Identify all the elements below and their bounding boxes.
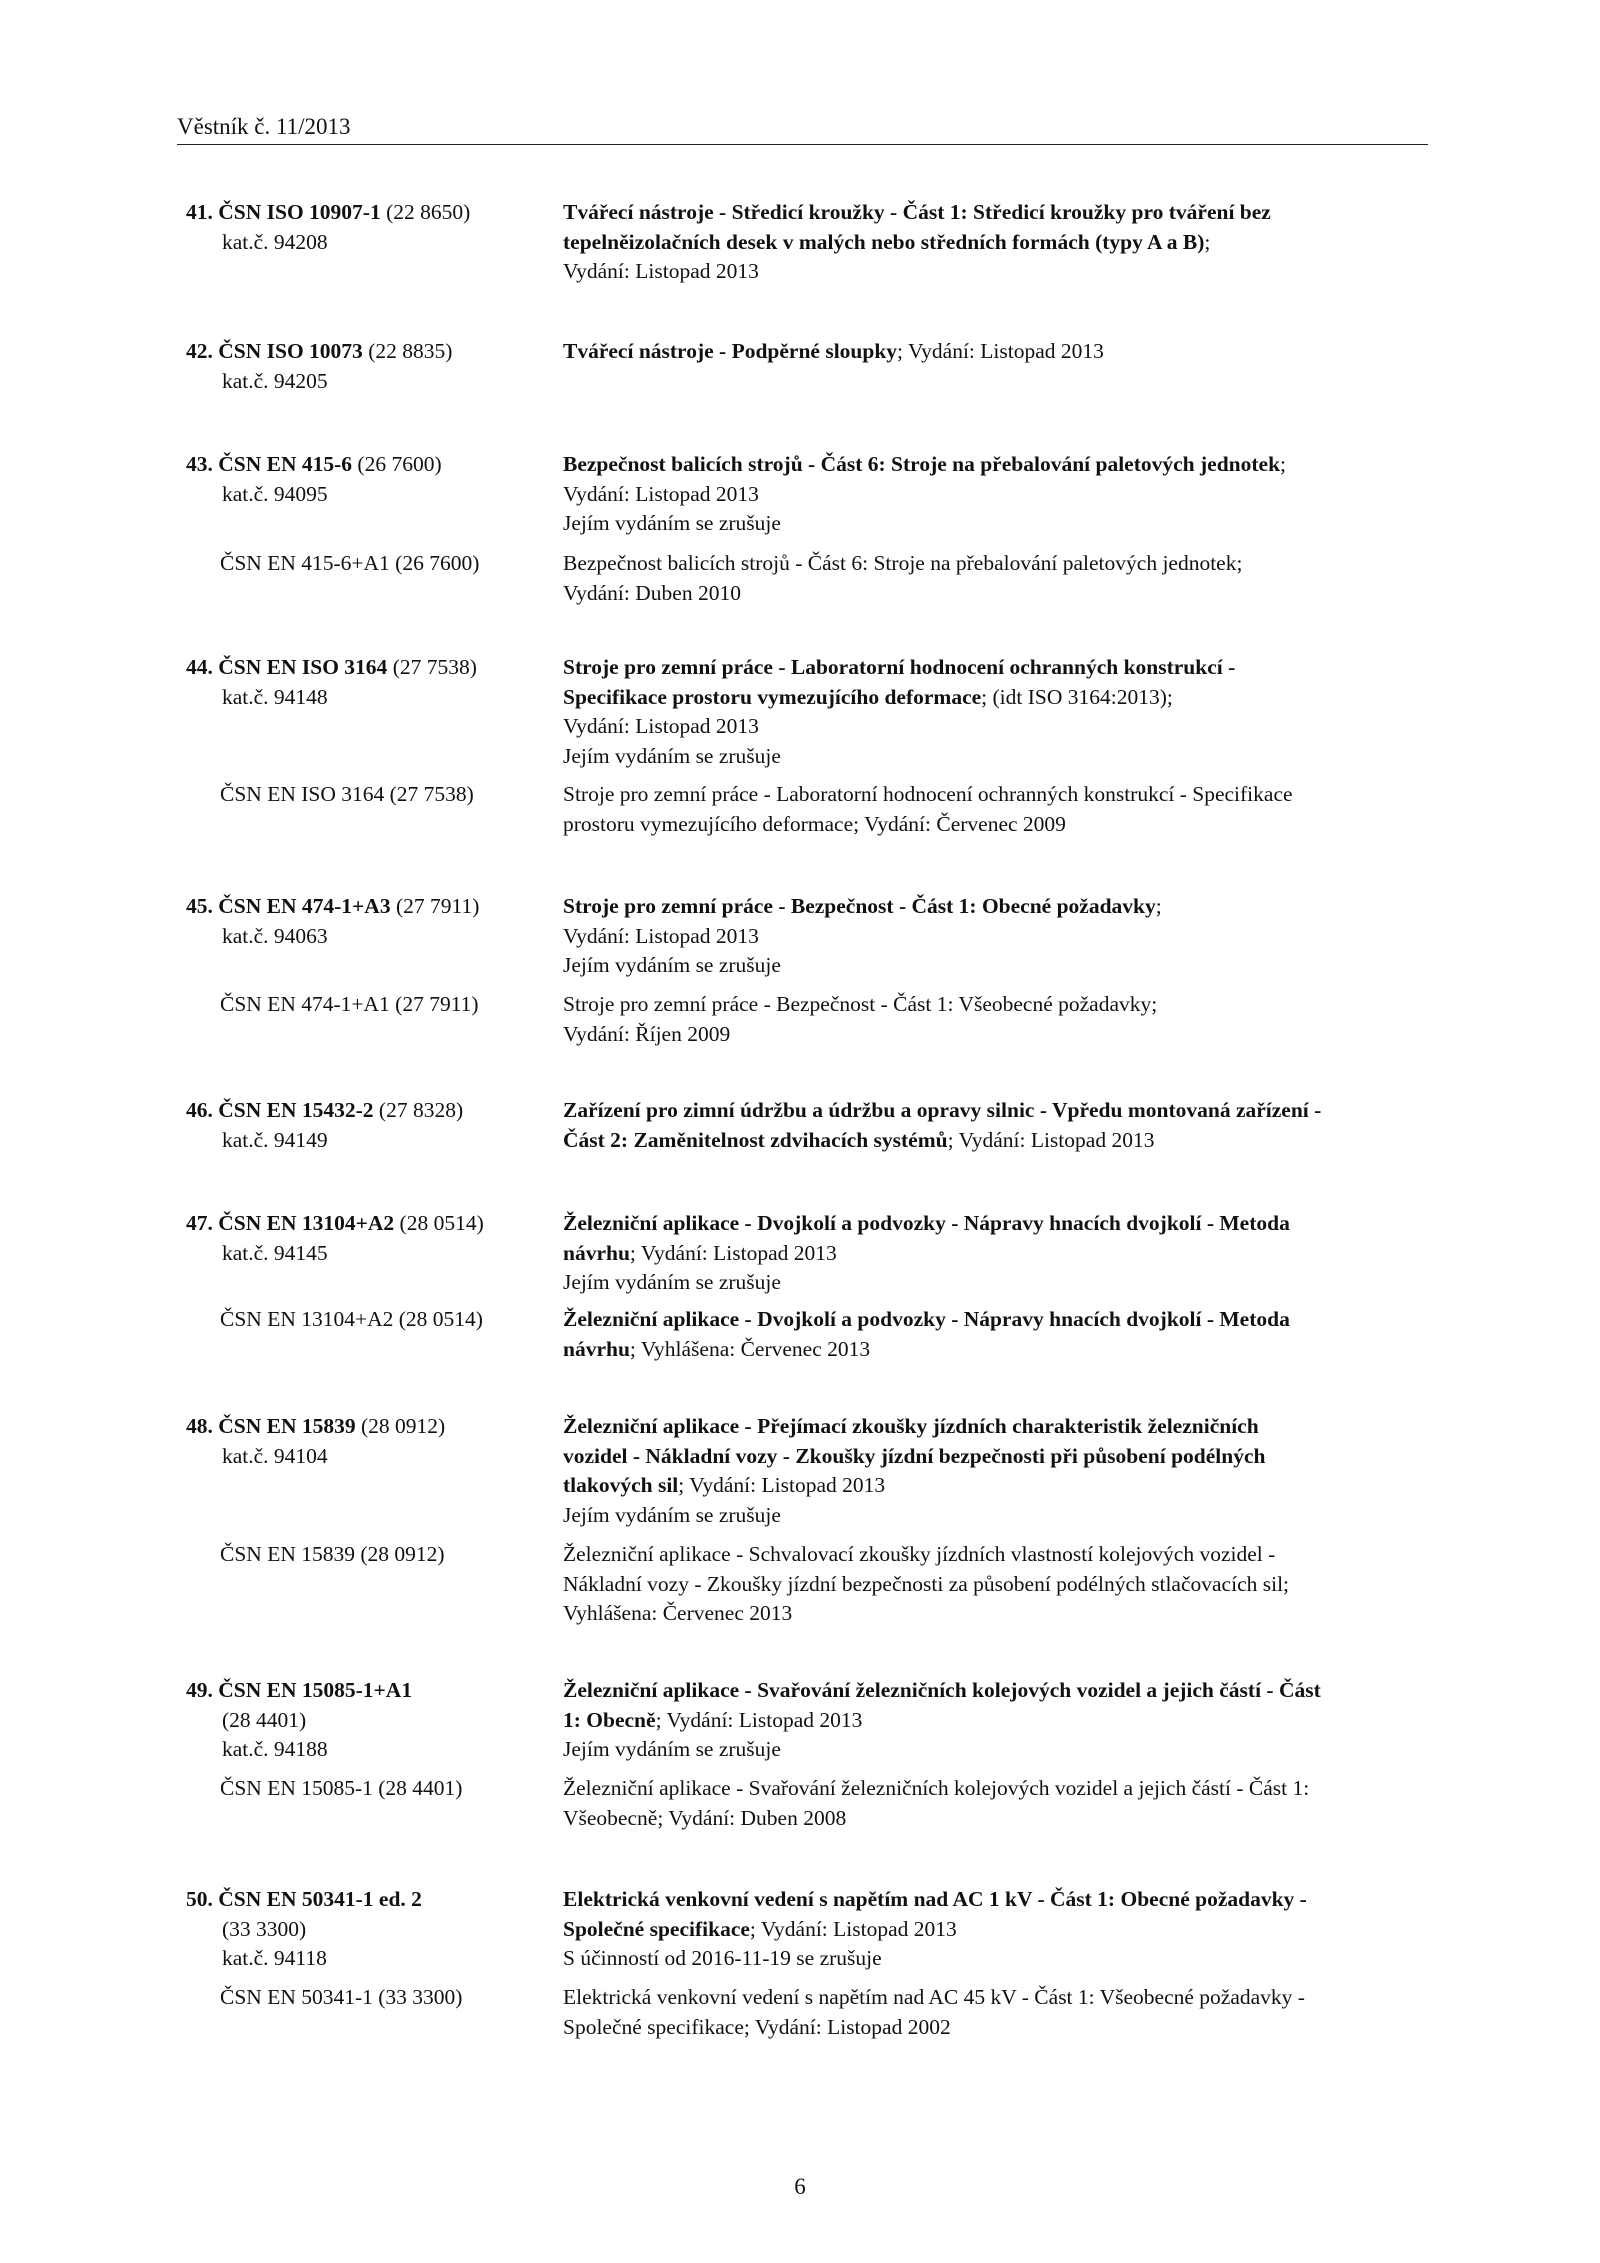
title-suffix: ; Vydání: Listopad 2013 bbox=[749, 1916, 957, 1941]
title-suffix: ; Vydání: Listopad 2013 bbox=[897, 339, 1104, 363]
title-line bbox=[563, 450, 1431, 480]
entry-code-line bbox=[186, 450, 566, 480]
entry-number: 48. bbox=[186, 1414, 219, 1438]
page-header bbox=[177, 112, 1428, 145]
replaced-description bbox=[563, 549, 1431, 608]
replaced-line: prostoru vymezujícího deformace; Vydání: Červenec 2009 bbox=[563, 811, 1066, 836]
standard-code: ČSN EN 50341-1 ed. 2 bbox=[218, 1887, 422, 1911]
replaced-title-line bbox=[563, 1335, 1431, 1365]
replaced-line: Stroje pro zemní práce - Laboratorní hodnocení ochranných konstrukcí - Specifikace bbox=[563, 782, 1293, 806]
standard-code: ČSN EN 415-6 bbox=[218, 452, 353, 476]
replaced-description bbox=[563, 1305, 1431, 1364]
title-suffix: ; (idt ISO 3164:2013); bbox=[981, 684, 1173, 709]
entry-identifier bbox=[186, 337, 566, 396]
entry-description bbox=[563, 1412, 1431, 1530]
replaced-description bbox=[563, 1983, 1431, 2042]
title-line bbox=[563, 198, 1431, 228]
entry-number: 42. bbox=[186, 339, 219, 363]
bulletin-title: Věstník č. 11/2013 bbox=[177, 114, 351, 139]
standard-title: Společné specifikace bbox=[563, 1916, 750, 1941]
entry-number: 45. bbox=[186, 894, 219, 918]
title-line bbox=[563, 337, 1431, 367]
entry-number: 44. bbox=[186, 655, 219, 679]
catalog-number: kat.č. 94104 bbox=[222, 1443, 328, 1468]
standard-title: Část 2: Zaměnitelnost zdvihacích systémů bbox=[563, 1127, 948, 1152]
replaced-description bbox=[563, 1774, 1431, 1833]
standard-title: Specifikace prostoru vymezujícího deformace bbox=[563, 684, 982, 709]
entry-description bbox=[563, 198, 1431, 287]
title-line bbox=[563, 1239, 1431, 1269]
replaced-line: Všeobecně; Vydání: Duben 2008 bbox=[563, 1805, 847, 1830]
classification-number: (22 8650) bbox=[380, 200, 471, 224]
title-line bbox=[563, 228, 1431, 258]
catalog-number: kat.č. 94118 bbox=[222, 1946, 327, 1970]
replaced-line: Elektrická venkovní vedení s napětím nad AC 45 kV - Část 1: Všeobecné požadavky - bbox=[563, 1985, 1305, 2009]
entry-code-line bbox=[186, 892, 566, 922]
standard-code: ČSN EN 474-1+A3 bbox=[218, 894, 391, 918]
catalog-number: kat.č. 94145 bbox=[222, 1240, 328, 1265]
entry-identifier bbox=[186, 450, 566, 509]
replaced-line: Železniční aplikace - Schvalovací zkoušky jízdních vlastností kolejových vozidel - bbox=[563, 1542, 1276, 1566]
title-line bbox=[563, 1126, 1431, 1156]
title-suffix: ; Vydání: Listopad 2013 bbox=[629, 1240, 837, 1265]
classification-number: (33 3300) bbox=[222, 1916, 307, 1941]
entry-description bbox=[563, 653, 1431, 771]
standard-title: tlakových sil bbox=[563, 1473, 679, 1497]
title-line bbox=[563, 1096, 1431, 1126]
entry-number: 49. bbox=[186, 1678, 219, 1702]
entry-description bbox=[563, 337, 1431, 367]
entry-code-line bbox=[186, 198, 566, 228]
standard-title: Elektrická venkovní vedení s napětím nad AC 1 kV - Část 1: Obecné požadavky - bbox=[563, 1887, 1307, 1911]
classification-number: (27 8328) bbox=[373, 1098, 464, 1122]
entry-code-line bbox=[186, 1209, 566, 1239]
entry-description bbox=[563, 1096, 1431, 1155]
entry-description bbox=[563, 1209, 1431, 1298]
title-line bbox=[563, 1885, 1431, 1915]
entry-code-line bbox=[186, 1412, 566, 1442]
info-line: Vydání: Listopad 2013 bbox=[563, 481, 759, 506]
page-number: 6 bbox=[794, 2174, 806, 2199]
standard-code: ČSN EN ISO 3164 bbox=[218, 655, 388, 679]
catalog-number: kat.č. 94208 bbox=[222, 229, 328, 254]
classification-number: (28 4401) bbox=[222, 1707, 307, 1732]
title-suffix: ; Vyhlášena: Červenec 2013 bbox=[629, 1336, 871, 1361]
replaced-line: Železniční aplikace - Svařování železničních kolejových vozidel a jejich částí - Část 1: bbox=[563, 1776, 1310, 1800]
classification-number: (28 0912) bbox=[355, 1414, 446, 1438]
title-line bbox=[563, 1412, 1431, 1442]
entry-identifier bbox=[186, 892, 566, 951]
title-line bbox=[563, 653, 1431, 683]
info-line: Jejím vydáním se zrušuje bbox=[563, 953, 781, 977]
classification-number: (27 7911) bbox=[390, 894, 480, 918]
info-line: Vydání: Listopad 2013 bbox=[563, 714, 759, 738]
standard-title: Železniční aplikace - Přejímací zkoušky jízdních charakteristik železničních bbox=[563, 1414, 1259, 1438]
replaced-code bbox=[220, 1774, 600, 1804]
replaced-code-text: ČSN EN 474-1+A1 (27 7911) bbox=[220, 992, 479, 1016]
replaced-line: Vydání: Říjen 2009 bbox=[563, 1021, 731, 1046]
replaced-line: Bezpečnost balicích strojů - Část 6: Stroje na přebalování paletových jednotek; bbox=[563, 551, 1243, 575]
standard-title: Tvářecí nástroje - Podpěrné sloupky bbox=[563, 339, 898, 363]
replaced-title-line bbox=[563, 1305, 1431, 1335]
replaced-code bbox=[220, 1540, 600, 1570]
standard-title: Tvářecí nástroje - Středicí kroužky - Část 1: Středicí kroužky pro tváření bez bbox=[563, 200, 1271, 224]
replaced-code-text: ČSN EN 13104+A2 (28 0514) bbox=[220, 1307, 483, 1331]
classification-number: (27 7538) bbox=[387, 655, 477, 679]
classification-number: (22 8835) bbox=[362, 339, 453, 363]
standard-title: návrhu bbox=[563, 1240, 630, 1265]
replaced-line: Vyhlášena: Červenec 2013 bbox=[563, 1601, 793, 1625]
entry-identifier bbox=[186, 1676, 566, 1765]
standard-title: vozidel - Nákladní vozy - Zkoušky jízdní bezpečnosti při působení podélných bbox=[563, 1443, 1266, 1468]
title-line bbox=[563, 1442, 1431, 1472]
info-line: Jejím vydáním se zrušuje bbox=[563, 743, 781, 768]
info-line: Jejím vydáním se zrušuje bbox=[563, 511, 781, 535]
replaced-code bbox=[220, 1305, 600, 1335]
replaced-title: návrhu bbox=[563, 1336, 630, 1361]
standard-title: tepelněizolačních desek v malých nebo středních formách (typy A a B) bbox=[563, 229, 1205, 254]
title-line bbox=[563, 1915, 1431, 1945]
replaced-code bbox=[220, 990, 600, 1020]
info-line: S účinností od 2016-11-19 se zrušuje bbox=[563, 1946, 882, 1970]
title-suffix: ; Vydání: Listopad 2013 bbox=[947, 1127, 1155, 1152]
catalog-number: kat.č. 94095 bbox=[222, 481, 328, 506]
title-line bbox=[563, 683, 1431, 713]
title-suffix: ; bbox=[1204, 229, 1211, 254]
entry-identifier bbox=[186, 1412, 566, 1471]
entry-identifier bbox=[186, 1209, 566, 1268]
catalog-number: kat.č. 94188 bbox=[222, 1737, 328, 1761]
entry-description bbox=[563, 450, 1431, 539]
replaced-description bbox=[563, 780, 1431, 839]
entry-code-line bbox=[186, 1096, 566, 1126]
entry-identifier bbox=[186, 198, 566, 257]
standard-title: Železniční aplikace - Svařování železničních kolejových vozidel a jejich částí - Část bbox=[563, 1678, 1321, 1702]
replaced-code bbox=[220, 780, 600, 810]
standard-title: Stroje pro zemní práce - Laboratorní hodnocení ochranných konstrukcí - bbox=[563, 655, 1236, 679]
standard-title: Železniční aplikace - Dvojkolí a podvozky - Nápravy hnacích dvojkolí - Metoda bbox=[563, 1211, 1290, 1235]
entry-description bbox=[563, 1676, 1431, 1765]
standard-code: ČSN EN 15085-1+A1 bbox=[218, 1678, 413, 1702]
entry-number: 50. bbox=[186, 1887, 219, 1911]
catalog-number: kat.č. 94148 bbox=[222, 684, 328, 709]
catalog-number: kat.č. 94063 bbox=[222, 923, 328, 948]
replaced-code bbox=[220, 549, 600, 579]
title-suffix: ; Vydání: Listopad 2013 bbox=[678, 1473, 886, 1497]
entry-identifier bbox=[186, 653, 566, 712]
replaced-code-text: ČSN EN 15839 (28 0912) bbox=[220, 1542, 445, 1566]
entry-code-line bbox=[186, 1885, 566, 1915]
title-suffix: ; bbox=[1155, 894, 1162, 918]
entry-number: 47. bbox=[186, 1211, 219, 1235]
replaced-code-text: ČSN EN ISO 3164 (27 7538) bbox=[220, 782, 474, 806]
standard-code: ČSN EN 13104+A2 bbox=[218, 1211, 395, 1235]
entry-description bbox=[563, 892, 1431, 981]
replaced-line: Vydání: Duben 2010 bbox=[563, 580, 741, 605]
info-line: Jejím vydáním se zrušuje bbox=[563, 1737, 781, 1761]
title-line bbox=[563, 892, 1431, 922]
standard-code: ČSN EN 15839 bbox=[218, 1414, 356, 1438]
standard-title: 1: Obecně bbox=[563, 1707, 656, 1732]
entry-description bbox=[563, 1885, 1431, 1974]
standard-code: ČSN ISO 10907-1 bbox=[218, 200, 381, 224]
entry-number: 43. bbox=[186, 452, 219, 476]
entry-identifier bbox=[186, 1096, 566, 1155]
entry-code-line bbox=[186, 653, 566, 683]
classification-number: (26 7600) bbox=[352, 452, 442, 476]
info-line: Jejím vydáním se zrušuje bbox=[563, 1270, 781, 1294]
replaced-description bbox=[563, 990, 1431, 1049]
classification-number: (28 0514) bbox=[394, 1211, 484, 1235]
entry-code-line bbox=[186, 1676, 566, 1706]
title-line bbox=[563, 1706, 1431, 1736]
info-line: Vydání: Listopad 2013 bbox=[563, 259, 759, 283]
entry-code-line bbox=[186, 337, 566, 367]
title-suffix: ; Vydání: Listopad 2013 bbox=[655, 1707, 863, 1732]
title-line bbox=[563, 1471, 1431, 1501]
replaced-title: Železniční aplikace - Dvojkolí a podvozky - Nápravy hnacích dvojkolí - Metoda bbox=[563, 1307, 1290, 1331]
replaced-code bbox=[220, 1983, 600, 2013]
title-line bbox=[563, 1209, 1431, 1239]
entry-identifier bbox=[186, 1885, 566, 1974]
info-line: Jejím vydáním se zrušuje bbox=[563, 1502, 781, 1527]
replaced-line: Společné specifikace; Vydání: Listopad 2002 bbox=[563, 2014, 951, 2039]
replaced-code-text: ČSN EN 415-6+A1 (26 7600) bbox=[220, 551, 480, 575]
replaced-line: Stroje pro zemní práce - Bezpečnost - Část 1: Všeobecné požadavky; bbox=[563, 992, 1158, 1016]
standard-code: ČSN EN 15432-2 bbox=[218, 1098, 374, 1122]
entry-number: 46. bbox=[186, 1098, 219, 1122]
replaced-code-text: ČSN EN 50341-1 (33 3300) bbox=[220, 1985, 463, 2009]
catalog-number: kat.č. 94205 bbox=[222, 368, 328, 393]
standard-title: Bezpečnost balicích strojů - Část 6: Stroje na přebalování paletových jednotek bbox=[563, 452, 1281, 476]
standard-title: Zařízení pro zimní údržbu a údržbu a opravy silnic - Vpředu montovaná zařízení - bbox=[563, 1098, 1322, 1122]
catalog-number: kat.č. 94149 bbox=[222, 1127, 328, 1152]
standard-title: Stroje pro zemní práce - Bezpečnost - Část 1: Obecné požadavky bbox=[563, 894, 1156, 918]
title-suffix: ; bbox=[1280, 452, 1287, 476]
title-line bbox=[563, 1676, 1431, 1706]
info-line: Vydání: Listopad 2013 bbox=[563, 923, 759, 948]
standard-code: ČSN ISO 10073 bbox=[218, 339, 363, 363]
replaced-line: Nákladní vozy - Zkoušky jízdní bezpečnosti za působení podélných stlačovacích sil; bbox=[563, 1571, 1290, 1596]
entry-number: 41. bbox=[186, 200, 219, 224]
replaced-code-text: ČSN EN 15085-1 (28 4401) bbox=[220, 1776, 463, 1800]
replaced-description bbox=[563, 1540, 1431, 1629]
